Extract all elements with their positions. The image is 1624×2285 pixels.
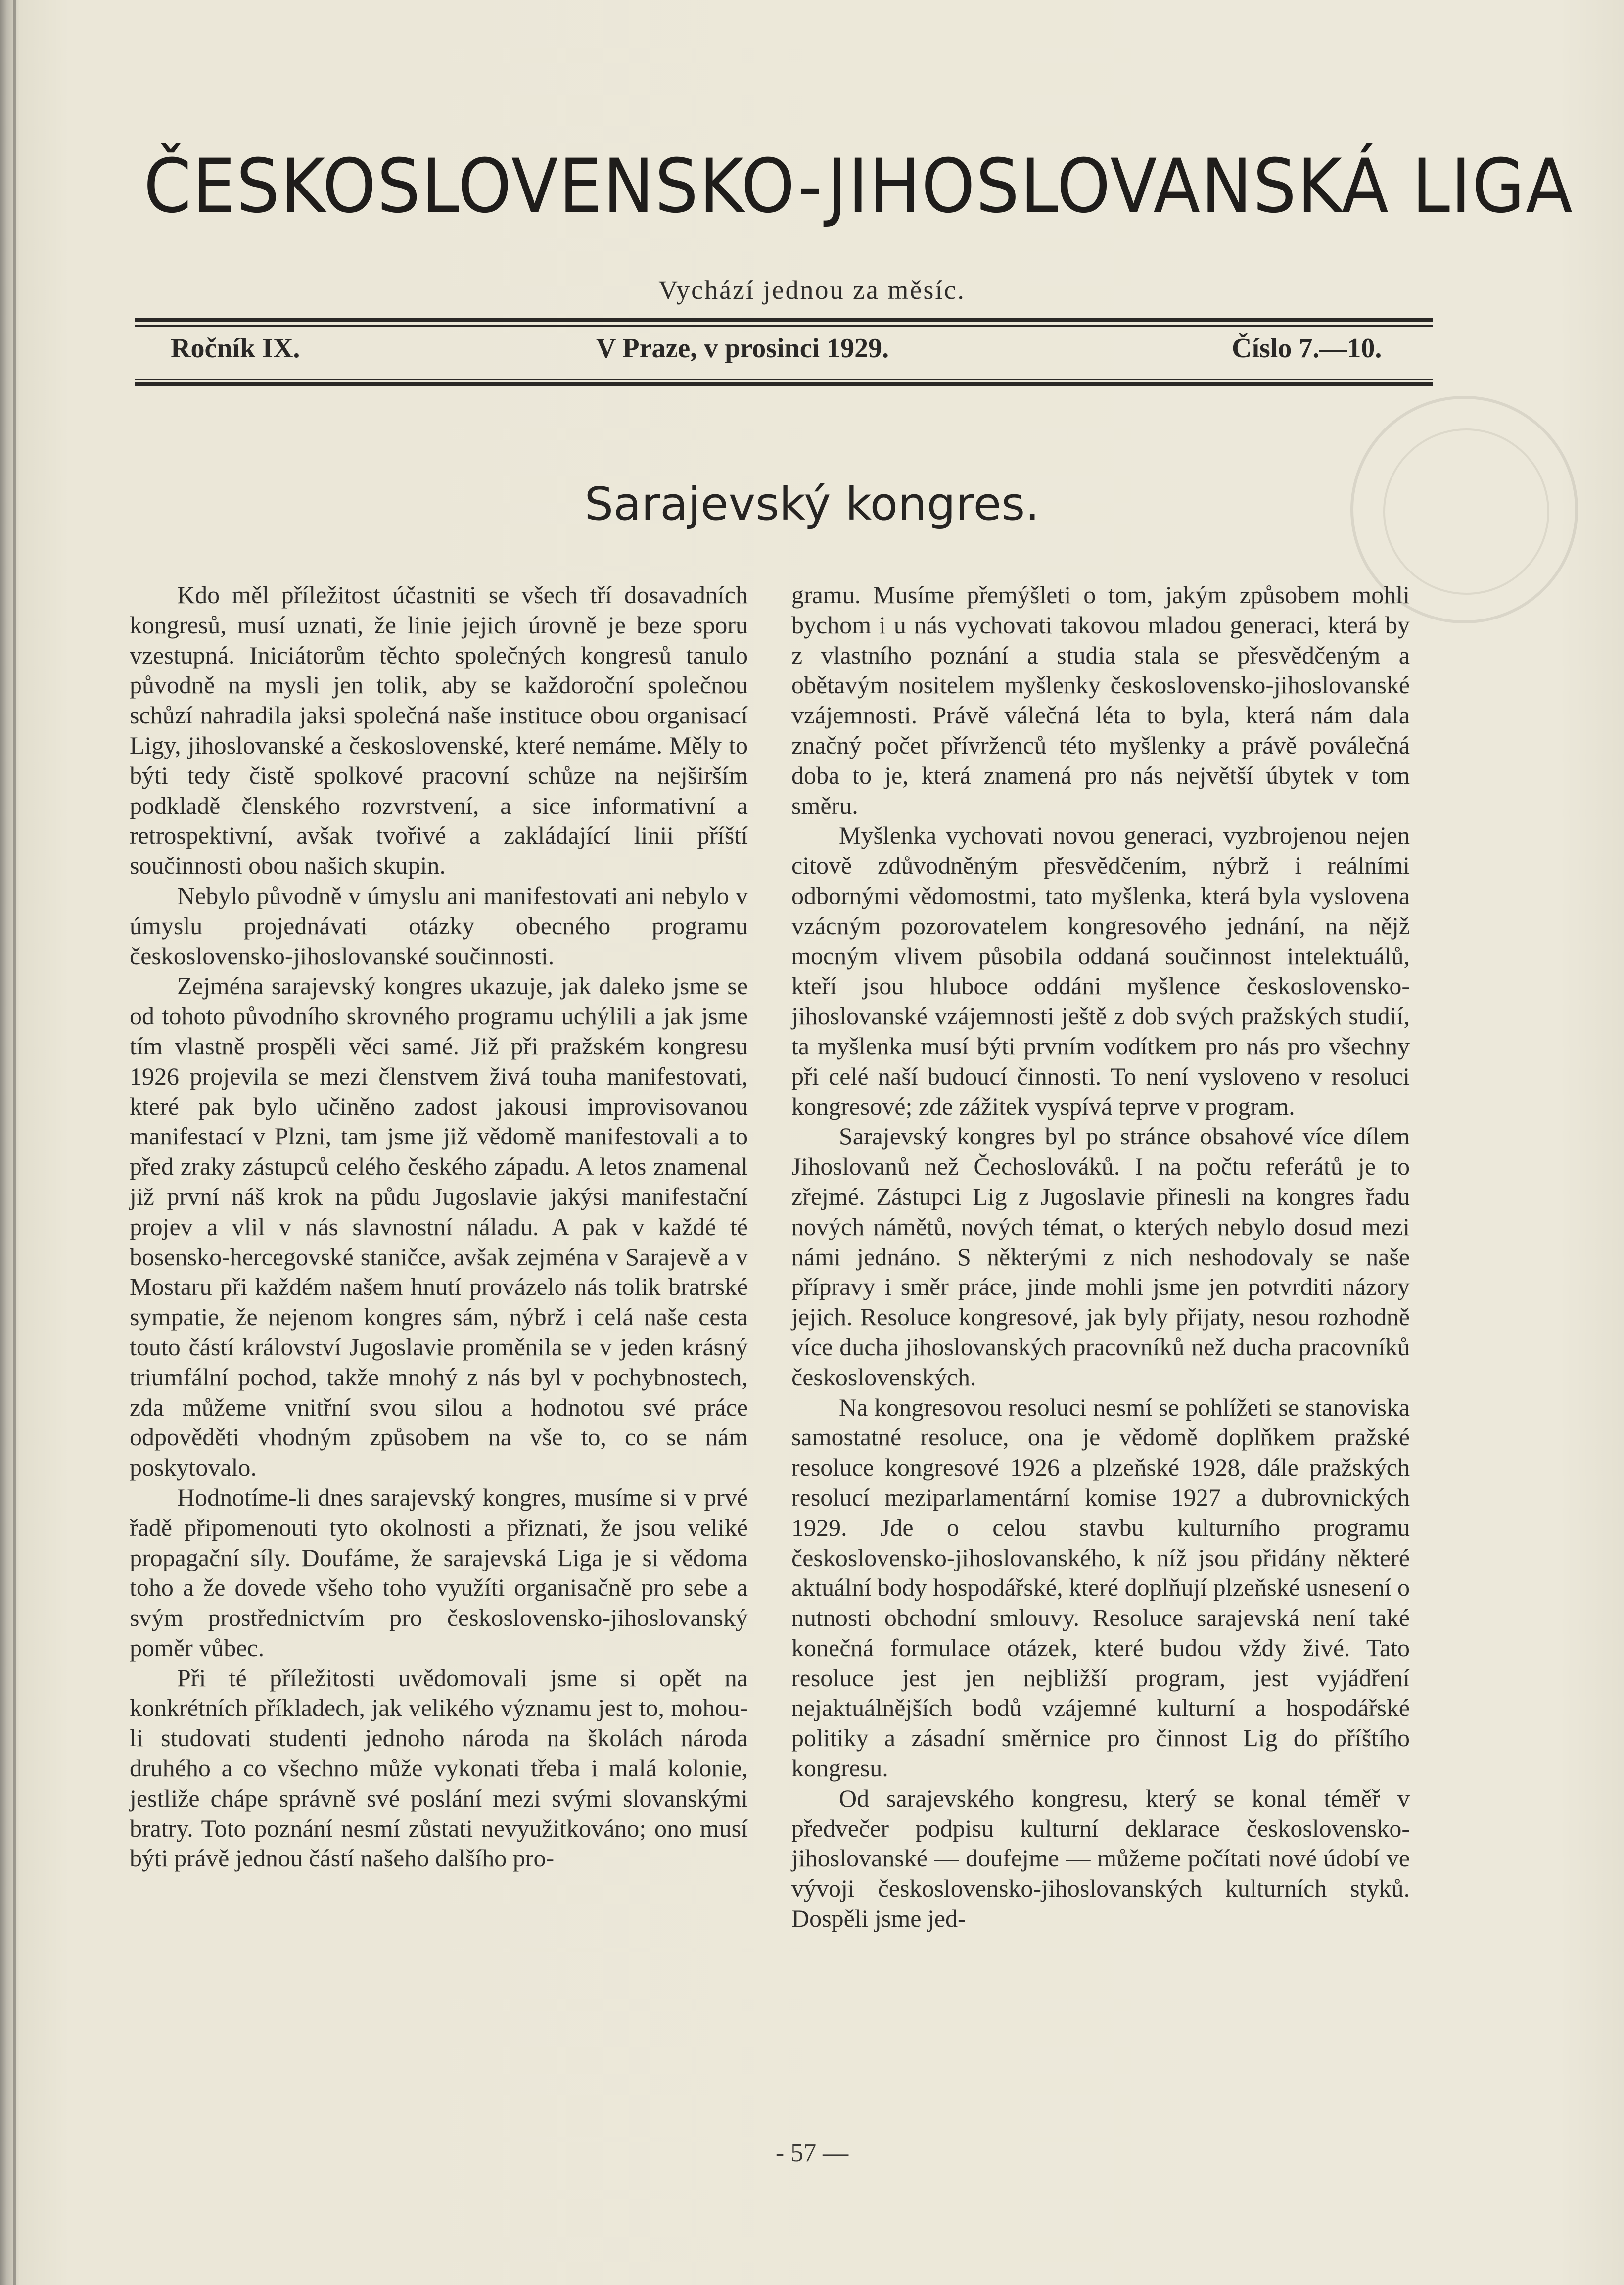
- paragraph: Zejména sarajevský kongres ukazuje, jak daleko jsme se od tohoto původního skrovného programu uchýlili a jak jsme tím vlastně prospěli věci samé. Již při pražském kongresu 1926 projevila se mezi členstvem živá touha manifestovati, které pak bylo učiněno zadost jakousi improvisovanou manifestací v Plzni, tam jsme již vědomě manifestovali a to před zraky zástupců celého českého západu. A letos znamenal již první náš krok na půdu Jugoslavie jakýsi manifestační projev a vlil v nás slavnostní náladu. A pak v každé té bosensko-hercegovské staničce, avšak zejména v Sarajevě a v Mostaru při každém našem hnutí provázelo nás tolik bratrské sympatie, že nejenom kongres sám, nýbrž i celá naše cesta touto částí království Jugoslavie proměnila se v jeden krásný triumfální pochod, takže mnohý z nás byl v pochybnostech, zda můžeme vnitřní svou silou a hodnotou své práce odpověděti vhodným způsobem na vše to, co se nám poskytovalo.: [130, 972, 748, 1481]
- header-rule-bottom: [135, 382, 1433, 386]
- paragraph-continuation: gramu. Musíme přemýšleti o tom, jakým způsobem mohli bychom i u nás vychovati takovou mladou generaci, která by z vlastního poznání a studia stala se přesvědčeným a obětavým nositelem myšlenky československo-jihoslovanské vzájemnosti. Právě válečná léta to byla, která nám dala značný počet přívrženců této myšlenky a právě poválečná doba to je, která znamená pro nás největší úbytek v tom směru.: [791, 581, 1410, 819]
- issue-place-date: V Praze, v prosinci 1929.: [596, 333, 889, 364]
- paragraph: Při té příležitosti uvědomovali jsme si opět na konkrétních příkladech, jak velikého významu jest to, mohou-li studovati studenti jednoho národa na školách národa druhého a co všechno může vykonati třeba i malá kolonie, jestliže chápe správně své poslání mezi svými slovanskými bratry. Toto poznání nesmí zůstati nevyužitkováno; ono musí býti právě jednou částí našeho dalšího pro-: [130, 1664, 748, 1872]
- paragraph: Kdo měl příležitost účastniti se všech tří dosavadních kongresů, musí uznati, že linie jejich úrovně je beze sporu vzestupná. Iniciátorům těchto společných kongresů tanulo původně na mysli jen tolik, aby se každoroční společnou schůzí nahradila jaksi společná naše instituce obou organisací Ligy, jihoslovanské a československé, které nemáme. Měly to býti tedy čistě spolkové pracovní schůze na nejširším podkladě členského rozvrstvení, a sice informativní a retrospektivní, avšak tvořivé a zakládající linii příští součinnosti obou našich skupin.: [130, 581, 748, 880]
- header-rule-top-thin: [135, 325, 1433, 327]
- paragraph: Nebylo původně v úmyslu ani manifestovati ani nebylo v úmyslu projednávati otázky obecného programu československo-jihoslovanské součinnosti.: [130, 881, 748, 970]
- issue-volume: Ročník IX.: [171, 333, 300, 364]
- article-right-column: [791, 580, 1410, 1934]
- paragraph: Od sarajevského kongresu, který se konal téměř v předvečer podpisu kulturní deklarace československo-jihoslovanské — doufejme — můžeme počítati nové údobí ve vývoji československo-jihoslovanských kulturních styků. Dospěli jsme jed-: [791, 1784, 1410, 1933]
- header-rule-top: [135, 318, 1433, 322]
- paragraph: Na kongresovou resoluci nesmí se pohlížeti se stanoviska samostatné resoluce, ona je vědomě doplňkem pražské resoluce kongresové 1926 a plzeňské 1928, dále pražských resolucí meziparlamentární komise 1927 a dubrovnických 1929. Jde o celou stavbu kulturního programu československo-jihoslovanského, k níž jsou přidány některé aktuální body hospodářské, které doplňují plzeňské usnesení o nutnosti obchodní smlouvy. Resoluce sarajevská není také konečná formulace otázek, které budou vždy živé. Tato resoluce jest jen nejbližší program, jest vyjádření nejaktuálnějších bodů vzájemné kulturní a hospodářské politiky a zásadní směrnice pro činnost Lig do příštího kongresu.: [791, 1393, 1410, 1782]
- page-number: - 57 —: [775, 2139, 849, 2167]
- paragraph: Sarajevský kongres byl po stránce obsahové více dílem Jihoslovanů než Čechoslováků. I na počtu referátů je to zřejmé. Zástupci Lig z Jugoslavie přinesli na kongres řadu nových námětů, nových témat, o kterých nebylo dosud mezi námi jednáno. S některými z nich neshodovaly se naše přípravy i směr práce, jinde mohli jsme jen potvrditi názory jejich. Resoluce kongresové, jak byly přijaty, nesou rozhodně více ducha jihoslovanských pracovníků než ducha pracovníků československých.: [791, 1122, 1410, 1391]
- paragraph: Myšlenka vychovati novou generaci, vyzbrojenou nejen citově zdůvodněným přesvědčením, nýbrž i reálními odbornými vědomostmi, tato myšlenka, která byla vyslovena vzácným pozorovatelem kongresového jednání, na nějž mocným vlivem působila oddaná součinnost intelektuálů, kteří jsou hluboce oddáni myšlence československo-jihoslovanské vzájemnosti ještě z dob svých pražských studií, ta myšlenka musí býti prvním vodítkem pro nás pro všechny při celé naší budoucí činnosti. To není vysloveno v resoluci kongresové; zde zážitek vyspívá teprve v program.: [791, 821, 1410, 1120]
- article-title: Sarajevský kongres.: [584, 477, 1040, 530]
- header-rule-bottom-thin: [135, 379, 1433, 380]
- article-left-column: [130, 580, 748, 1873]
- paragraph: Hodnotíme-li dnes sarajevský kongres, musíme si v prvé řadě připomenouti tyto okolnosti a přiznati, že jsou veliké propagační síly. Doufáme, že sarajevská Liga je si vědoma toho a že dovede všeho toho využíti organisačně pro sebe a svým prostřednictvím pro československo-jihoslovanský poměr vůbec.: [130, 1483, 748, 1662]
- masthead-title: ČESKOSLOVENSKO-JIHOSLOVANSKÁ LIGA: [143, 143, 1574, 230]
- issue-number: Číslo 7.—10.: [1232, 333, 1382, 364]
- binding-edge: [13, 0, 16, 2285]
- masthead-subtitle: Vychází jednou za měsíc.: [658, 275, 966, 305]
